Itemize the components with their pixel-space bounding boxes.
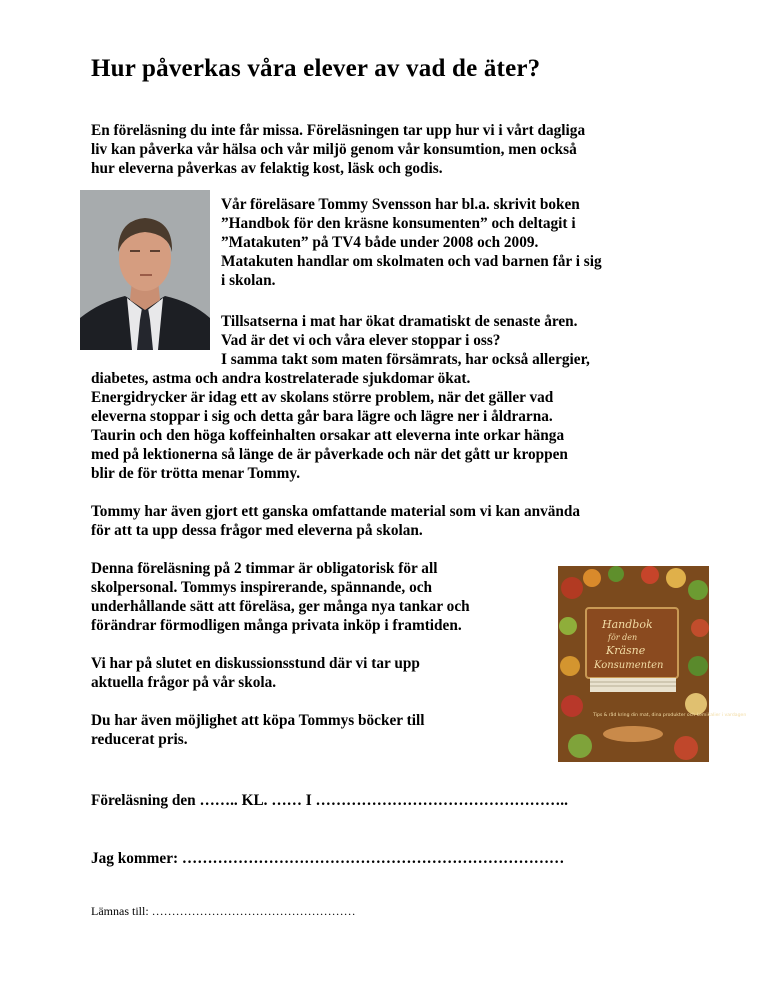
discussion-line-2: aktuella frågor på vår skola. [91, 674, 277, 691]
additives-line-7: Taurin och den höga koffeinhalten orsakar att eleverna inte orkar hänga [91, 427, 565, 444]
mandatory-line-2: skolpersonal. Tommys inspirerande, spännande, och [91, 579, 433, 596]
additives-line-6: eleverna stoppar i sig och detta går bara lägre och lägre ner i åldrarna. [91, 408, 553, 425]
page-title: Hur påverkas våra elever av vad de äter? [91, 55, 541, 82]
additives-line-8: med på lektionerna så länge de är påverkade och när det gått ur kroppen [91, 446, 568, 463]
lecturer-photo [80, 190, 210, 350]
mandatory-line-3: underhållande sätt att föreläsa, ger många nya tankar och [91, 598, 470, 615]
lecturer-line-3: ”Matakuten” på TV4 både under 2008 och 2009. [221, 234, 539, 251]
book-title-line-2: för den [608, 633, 638, 642]
attendance-field[interactable]: Jag kommer: ………………………………………………………………… [91, 850, 565, 867]
intro-line-1: En föreläsning du inte får missa. Föreläsningen tar upp hur vi i vårt dagliga [91, 122, 586, 139]
book-title-line-1: Handbok [602, 618, 653, 631]
material-line-2: för att ta upp dessa frågor med eleverna på skolan. [91, 522, 423, 539]
lecturer-line-1: Vår föreläsare Tommy Svensson har bl.a. skrivit boken [221, 196, 580, 213]
lecturer-line-4: Matakuten handlar om skolmaten och vad barnen får i sig [221, 253, 602, 270]
additives-line-5: Energidrycker är idag ett av skolans större problem, när det gäller vad [91, 389, 554, 406]
mandatory-line-4: förändrar förmodligen många privata inköp i framtiden. [91, 617, 462, 634]
additives-line-1: Tillsatserna i mat har ökat dramatiskt de senaste åren. [221, 313, 578, 330]
lecture-date-field[interactable]: Föreläsning den …….. KL. …… I ………………………………………….. [91, 792, 568, 809]
lecturer-line-2: ”Handbok för den kräsne konsumenten” och deltagit i [221, 215, 576, 232]
books-line-1: Du har även möjlighet att köpa Tommys böcker till [91, 712, 425, 729]
discussion-line-1: Vi har på slutet en diskussionsstund där vi tar upp [91, 655, 420, 672]
book-title-line-3: Kräsne [606, 644, 646, 657]
book-cover-image [558, 566, 747, 762]
books-line-2: reducerat pris. [91, 731, 188, 748]
book-title-line-4: Konsumenten [594, 660, 664, 671]
book-subtitle: Tips & råd kring din mat, dina produkter och kemikalier i vardagen [593, 713, 747, 718]
additives-line-3: I samma takt som maten försämrats, har också allergier, [221, 351, 590, 368]
mandatory-line-1: Denna föreläsning på 2 timmar är obligatorisk för all [91, 560, 438, 577]
additives-line-2: Vad är det vi och våra elever stoppar i oss? [221, 332, 501, 349]
intro-line-3: hur eleverna påverkas av felaktig kost, läsk och godis. [91, 160, 443, 177]
intro-line-2: liv kan påverka vår hälsa och vår miljö genom vår konsumtion, men också [91, 141, 577, 158]
lecturer-line-5: i skolan. [221, 272, 276, 289]
material-line-1: Tommy har även gjort ett ganska omfattande material som vi kan använda [91, 503, 581, 520]
submit-to-field[interactable]: Lämnas till: …………………………………………… [91, 904, 356, 918]
book-cover-art [558, 566, 747, 762]
additives-line-9: blir de för trötta menar Tommy. [91, 465, 301, 482]
lecturer-portrait-image [80, 190, 210, 350]
additives-line-4: diabetes, astma och andra kostrelaterade sjukdomar ökat. [91, 370, 471, 387]
